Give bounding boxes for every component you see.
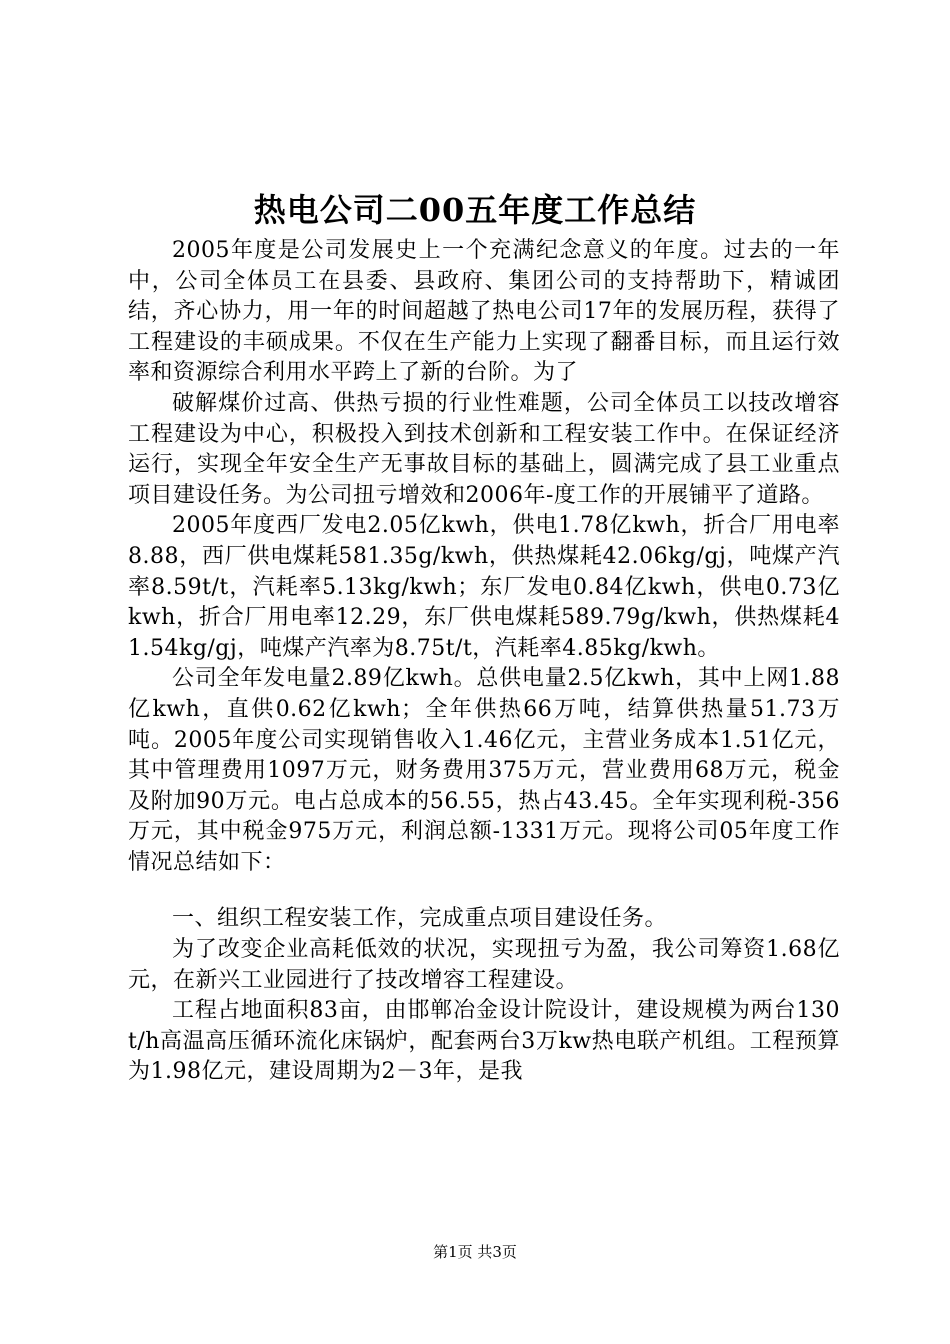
paragraph-challenge: 破解煤价过高、供热亏损的行业性难题，公司全体员工以技改增容工程建设为中心，积极投入到技术创新和工程安装工作中。在保证经济运行，实现全年安全生产无事故目标的基础上，圆满完成了县工业重点项目建设任务。为公司扭亏增效和2006年-度工作的开展铺平了道路。 [128, 390, 840, 508]
paragraph-financials: 公司全年发电量2.89亿kwh。总供电量2.5亿kwh，其中上网1.88亿kwh，直供0.62亿kwh；全年供热66万吨，结算供热量51.73万吨。2005年度公司实现销售收入1.46亿元，主营业务成本1.51亿元，其中管理费用1097万元，财务费用375万元，营业费用68万元，税金及附加90万元。电占总成本的56.55，热占43.45。全年实现利税-356万元，其中税金975万元，利润总额-1331万元。现将公司05年度工作情况总结如下： [128, 666, 840, 875]
paragraph-plant-stats: 2005年度西厂发电2.05亿kwh，供电1.78亿kwh，折合厂用电率8.88，西厂供电煤耗581.35g/kwh，供热煤耗42.06kg/gj，吨煤产汽率8.59t/t，汽耗率5.13kg/kwh；东厂发电0.84亿kwh，供电0.73亿kwh，折合厂用电率12.29，东厂供电煤耗589.79g/kwh，供热煤耗41.54kg/gj，吨煤产汽率为8.75t/t，汽耗率4.85kg/kwh。 [128, 513, 840, 661]
paragraph-project-scope: 工程占地面积83亩，由邯郸冶金设计院设计，建设规模为两台130t/h高温高压循环流化床锅炉，配套两台3万kw热电联产机组。工程预算为1.98亿元，建设周期为2－3年，是我 [128, 998, 840, 1085]
document-title: 热电公司二00五年度工作总结 [253, 191, 697, 229]
section-heading-1: 一、组织工程安装工作，完成重点项目建设任务。 [172, 906, 668, 932]
paragraph-intro: 2005年度是公司发展史上一个充满纪念意义的年度。过去的一年中，公司全体员工在县委、县政府、集团公司的支持帮助下，精诚团结，齐心协力，用一年的时间超越了热电公司17年的发展历程，获得了工程建设的丰硕成果。不仅在生产能力上实现了翻番目标，而且运行效率和资源综合利用水平跨上了新的台阶。为了 [128, 238, 840, 386]
paragraph-funding: 为了改变企业高耗低效的状况，实现扭亏为盈，我公司筹资1.68亿元，在新兴工业园进行了技改增容工程建设。 [128, 937, 840, 993]
page-number-footer: 第1页 共3页 [433, 1243, 517, 1261]
document-body [128, 236, 840, 1088]
